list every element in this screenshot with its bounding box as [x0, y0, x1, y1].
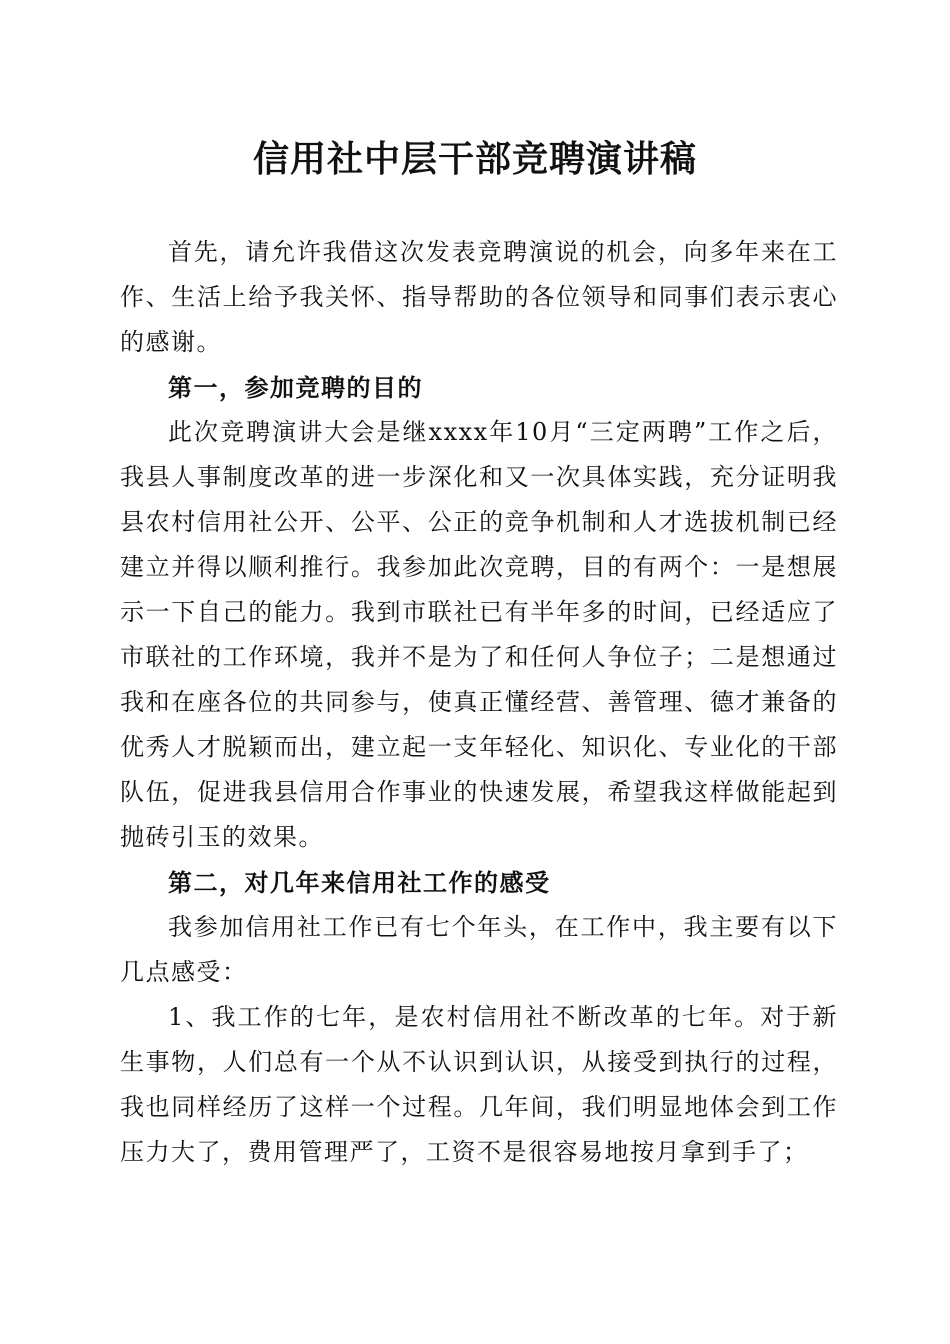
section-heading-feelings: 第二，对几年来信用社工作的感受	[168, 868, 551, 897]
paragraph-feelings-intro: 我参加信用社工作已有七个年头，在工作中，我主要有以下几点感受：	[120, 913, 838, 986]
section-heading-purpose: 第一，参加竞聘的目的	[168, 373, 423, 402]
paragraph-purpose: 此次竞聘演讲大会是继xxxx年10月“三定两聘”工作之后，我县人事制度改革的进一步深化和又一次具体实践，充分证明我县农村信用社公开、公平、公正的竞争机制和人才选拔机制已经建立并得以顺利推行。我参加此次竞聘，目的有两个：一是想展示一下自己的能力。我到市联社已有半年多的时间，已经适应了市联社的工作环境，我并不是为了和任何人争位子；二是想通过我和在座各位的共同参与，使真正懂经营、善管理、德才兼备的优秀人才脱颖而出，建立起一支年轻化、知识化、专业化的干部队伍，促进我县信用合作事业的快速发展，希望我这样做能起到抛砖引玉的效果。	[120, 418, 838, 851]
paragraph-point-1: 1、我工作的七年，是农村信用社不断改革的七年。对于新生事物，人们总有一个从不认识到认识，从接受到执行的过程，我也同样经历了这样一个过程。几年间，我们明显地体会到工作压力大了，费用管理严了，工资不是很容易地按月拿到手了；	[120, 1003, 838, 1166]
document-title: 信用社中层干部竞聘演讲稿	[252, 138, 697, 180]
document-body	[120, 230, 838, 1175]
paragraph-intro: 首先，请允许我借这次发表竞聘演说的机会，向多年来在工作、生活上给予我关怀、指导帮助的各位领导和同事们表示衷心的感谢。	[120, 238, 838, 356]
